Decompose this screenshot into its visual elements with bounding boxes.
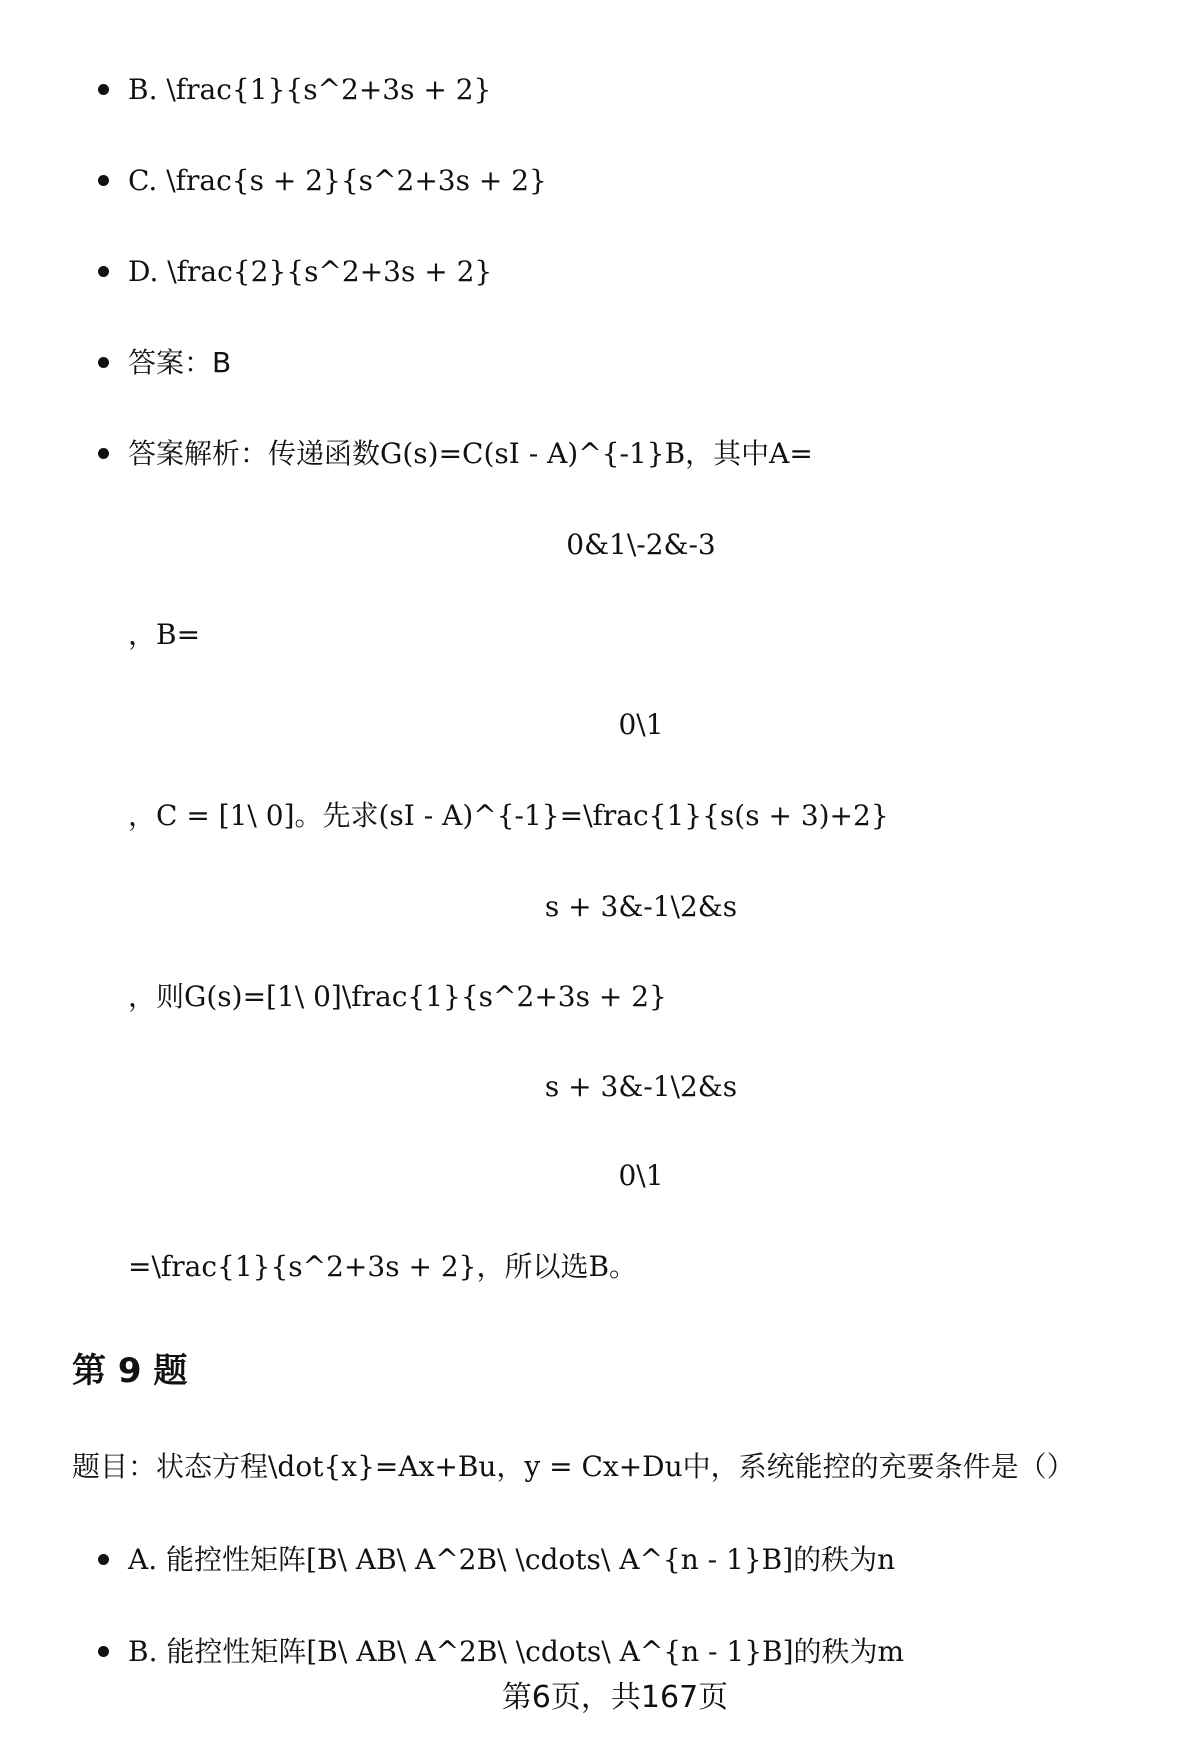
bullet-icon [98, 266, 109, 277]
question-option-a: A. 能控性矩阵[B\ AB\ A^2B\ \cdots\ A^{n - 1}B]的秩为n [128, 1543, 896, 1576]
page-footer: 第6页，共167页 [501, 1680, 729, 1715]
bullet-icon [98, 1646, 109, 1657]
question-option-b: B. 能控性矩阵[B\ AB\ A^2B\ \cdots\ A^{n - 1}B]的秩为m [128, 1635, 905, 1668]
g-step-line: ，则G(s)=[1\ 0]\frac{1}{s^2+3s + 2} [128, 980, 667, 1013]
inverse-matrix-repeat: s + 3&-1\2&s [544, 1070, 738, 1103]
question-stem: 题目：状态方程\dot{x}=Ax+Bu，y = Cx+Du中，系统能控的充要条件是（） [72, 1450, 1075, 1483]
inverse-step-line: ，C = [1\ 0]。先求(sI - A)^{-1}=\frac{1}{s(s + 3)+2} [128, 799, 889, 832]
question-heading: 第 9 题 [72, 1351, 188, 1391]
option-b-line: B. \frac{1}{s^2+3s + 2} [128, 73, 492, 106]
inverse-matrix: s + 3&-1\2&s [544, 890, 738, 923]
b-label: ，B= [128, 618, 201, 651]
option-c-line: C. \frac{s + 2}{s^2+3s + 2} [128, 164, 547, 197]
answer-line: 答案：B [128, 346, 232, 379]
bullet-icon [98, 357, 109, 368]
bullet-icon [98, 175, 109, 186]
matrix-b-repeat: 0\1 [618, 1159, 664, 1192]
analysis-line: 答案解析：传递函数G(s)=C(sI - A)^{-1}B，其中A= [128, 437, 813, 470]
bullet-icon [98, 1554, 109, 1565]
matrix-a: 0&1\-2&-3 [566, 528, 716, 561]
option-d-line: D. \frac{2}{s^2+3s + 2} [128, 255, 493, 288]
matrix-b: 0\1 [618, 708, 664, 741]
bullet-icon [98, 448, 109, 459]
conclusion-line: =\frac{1}{s^2+3s + 2}，所以选B。 [128, 1250, 638, 1283]
bullet-icon [98, 84, 109, 95]
